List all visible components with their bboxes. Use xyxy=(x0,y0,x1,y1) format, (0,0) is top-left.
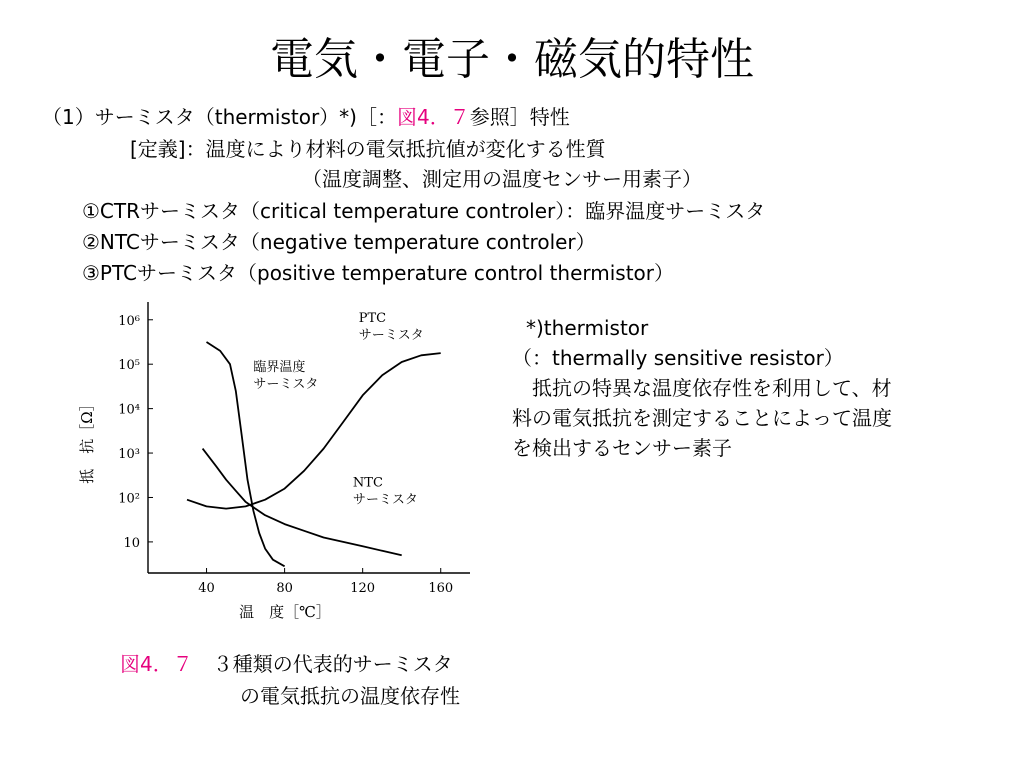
type-ptc: ③PTCサーミスタ（positive temperature control thermistor） xyxy=(82,261,675,285)
series-label: サーミスタ xyxy=(358,327,424,343)
chart-ticks xyxy=(118,314,453,596)
y-tick-label: 10⁶ xyxy=(118,313,140,329)
note-title: *)thermistor xyxy=(526,316,649,340)
thermistor-heading xyxy=(42,104,570,130)
note-subtitle: （：thermally sensitive resistor） xyxy=(512,346,844,370)
figure-reference: 図4．７ xyxy=(396,105,470,129)
series-label: NTC xyxy=(352,475,383,491)
chart-curves xyxy=(187,342,441,566)
y-tick-label: 10 xyxy=(123,535,140,551)
x-tick-label: 40 xyxy=(198,581,215,596)
usage-line: （温度調整、測定用の温度センサー用素子） xyxy=(302,167,702,191)
note-line-1: 抵抗の特異な温度依存性を利用して、材 xyxy=(512,376,892,400)
x-tick-label: 120 xyxy=(350,581,376,596)
definition-line: [定義]：温度により材料の電気抵抗値が変化する性質 xyxy=(130,137,606,161)
x-tick-label: 160 xyxy=(428,581,454,596)
slide-title: 電気・電子・磁気的特性 xyxy=(270,34,754,85)
chart-series-labels xyxy=(253,311,423,507)
resistance-temperature-chart xyxy=(70,290,480,640)
x-axis-label: 温 度［℃］ xyxy=(239,603,331,621)
type-ctr: ①CTRサーミスタ（critical temperature controler）：臨界温度サーミスタ xyxy=(82,199,766,223)
y-tick-label: 10⁵ xyxy=(118,358,140,374)
y-tick-label: 10³ xyxy=(118,447,140,463)
y-tick-label: 10² xyxy=(118,491,140,507)
note-line-2: 料の電気抵抗を測定することによって温度 xyxy=(512,406,892,430)
y-axis-label: 抵 抗［Ω］ xyxy=(78,396,96,484)
note-line-3: を検出するセンサー素子 xyxy=(512,436,732,460)
heading-suffix: 参照］特性 xyxy=(469,105,570,129)
series-line xyxy=(207,342,285,566)
series-label: PTC xyxy=(358,310,387,326)
series-label: サーミスタ xyxy=(352,492,418,508)
thermistor-note xyxy=(512,313,982,463)
heading-prefix: （1）サーミスタ（thermistor）*)［： xyxy=(42,105,397,129)
series-label: 臨界温度 xyxy=(253,359,306,375)
figure-caption xyxy=(120,648,460,712)
x-tick-label: 80 xyxy=(276,581,293,596)
type-ntc: ②NTCサーミスタ（negative temperature controler） xyxy=(82,230,596,254)
caption-label: 図4．７ xyxy=(120,652,193,676)
caption-text: ３種類の代表的サーミスタ xyxy=(212,652,453,676)
caption-line-1 xyxy=(120,648,460,680)
caption-line-2: の電気抵抗の温度依存性 xyxy=(240,684,460,708)
y-tick-label: 10⁴ xyxy=(118,402,140,418)
series-label: サーミスタ xyxy=(253,376,319,392)
